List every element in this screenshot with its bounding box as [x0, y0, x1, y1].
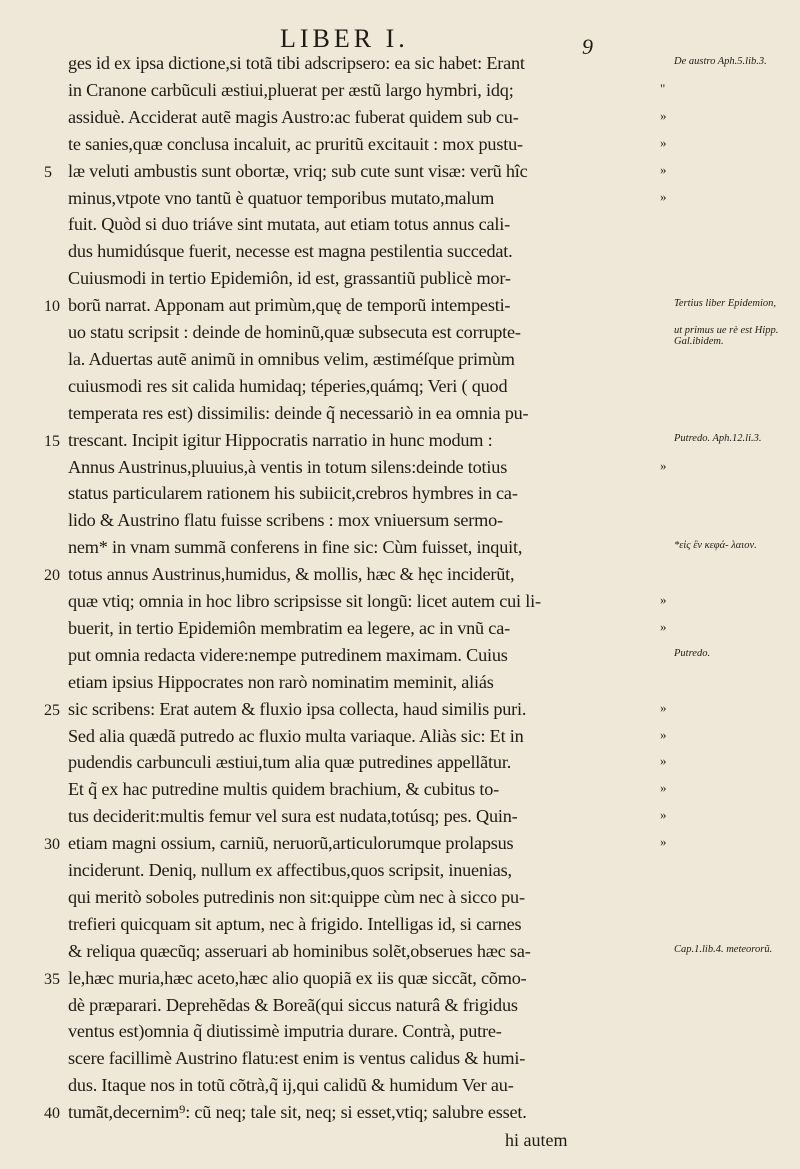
line-text: etiam magni ossium, carniũ, neruorũ,articulorumque prolapsus: [68, 833, 514, 854]
quotation-mark: »: [660, 134, 667, 150]
quotation-mark: »: [660, 107, 667, 123]
line-text: le,hæc muria,hæc aceto,hæc alio quopiã ex iis quæ siccãt, cõmo-: [68, 967, 527, 988]
quotation-mark: »: [660, 592, 667, 607]
line-text: totus annus Austrinus,humidus, & mollis, hæc & hęc inciderũt,: [68, 564, 515, 585]
text-line: [0, 725, 800, 747]
text-line: [0, 509, 800, 531]
line-text: uo statu scripsit : deinde de hominũ,quæ subsecuta est corrupte-: [68, 322, 521, 342]
line-text: etiam ipsius Hippocrates non rarò nominatim meminit, aliás: [68, 671, 494, 692]
line-text: la. Aduertas autẽ animũ in omnibus velim, æstiméſque primùm: [68, 348, 515, 369]
text-line: [0, 160, 800, 182]
quotation-mark: »: [660, 726, 667, 742]
line-text: dus. Itaque nos in totũ cõtrà,q̃ ij,qui calidũ & humidum Ver au-: [68, 1075, 514, 1096]
line-text: ventus est)omnia q̃ diutissimè imputria durare. Contrà, putre-: [68, 1021, 502, 1042]
quotation-mark: »: [660, 457, 667, 473]
quotation-mark: »: [660, 834, 667, 850]
text-line: [0, 267, 800, 289]
text-line: [0, 1047, 800, 1069]
marginal-note: Putredo.: [674, 647, 711, 659]
line-number: 35: [44, 970, 60, 988]
quotation-mark: »: [660, 618, 667, 634]
text-line: [0, 187, 800, 209]
line-text: assiduè. Acciderat autẽ magis Austro:ac fuberat quidem sub cu-: [68, 106, 519, 127]
text-line: [0, 402, 800, 424]
line-number: 25: [44, 701, 60, 719]
line-text: quæ vtiq; omnia in hoc libro scripsisse sit longũ: licet autem cui li-: [68, 591, 541, 611]
text-line: [0, 482, 800, 504]
line-text: & reliqua quæcũq; asseruari ab hominibus solẽt,obserues hæc sa-: [68, 940, 531, 961]
line-text: in Cranone carbũculi æstiui,pluerat per æstũ largo hymbri, idq;: [68, 79, 514, 100]
quotation-mark: ": [660, 80, 666, 96]
line-text: fuit. Quòd si duo triáve sint mutata, aut etiam totus annus cali-: [68, 214, 510, 235]
line-text: put omnia redacta videre:nempe putredinem maximam. Cuius: [68, 644, 508, 665]
line-text: tumãt,decernim⁹: cũ neq; tale sit, neq; si esset,vtiq; salubre esset.: [68, 1102, 527, 1123]
line-text: dè præparari. Deprehẽdas & Boreã(qui siccus naturâ & frigidus: [68, 994, 518, 1015]
line-text: nem* in vnam summã conferens in fine sic: Cùm fuisset, inquit,: [68, 537, 523, 558]
marginal-note: *εἰς ἓν κεφά- λαιον.: [674, 540, 757, 552]
marginal-note: Cap.1.lib.4. meteororũ.: [674, 943, 773, 955]
quotation-mark: »: [660, 161, 667, 177]
text-line: [0, 805, 800, 827]
quotation-mark: »: [660, 753, 667, 769]
line-text: Sed alia quædã putredo ac fluxio multa variaque. Aliàs sic: Et in: [68, 725, 524, 746]
text-line: [0, 698, 800, 720]
quotation-mark: »: [660, 807, 667, 823]
marginal-note: Tertius liber Epidemion,: [674, 298, 776, 310]
line-text: ges id ex ipsa dictione,si totã tibi adscripsero: ea sic habet: Erant: [68, 53, 525, 73]
line-text: læ veluti ambustis sunt obortæ, vriq; sub cute sunt visæ: verũ hîc: [68, 160, 528, 181]
folio-number: 9: [582, 34, 593, 59]
line-text: dus humidúsque fuerit, necesse est magna pestilentia succedat.: [68, 241, 513, 262]
line-text: qui meritò soboles putredinis non sit:quippe cùm nec à sicco pu-: [68, 886, 525, 907]
text-line: [0, 859, 800, 881]
line-text: scere facillimè Austrino flatu:est enim is ventus calidus & humi-: [68, 1048, 526, 1069]
quotation-mark: »: [660, 780, 667, 796]
marginal-note: ut primus ue rè est Hipp. Gal.ibidem.: [674, 325, 779, 347]
text-line: [0, 79, 800, 101]
text-line: [0, 751, 800, 773]
text-line: [0, 778, 800, 800]
text-line: [0, 1074, 800, 1096]
text-line: [0, 1020, 800, 1042]
text-line: [0, 563, 800, 585]
marginal-note: De austro Aph.5.lib.3.: [674, 56, 767, 67]
text-line: [0, 590, 800, 612]
line-text: lido & Austrino flatu fuisse scribens : mox vniuersum sermo-: [68, 510, 503, 531]
line-text: pudendis carbunculi æstiui,tum alia quæ putredines appellãtur.: [68, 752, 512, 773]
text-line: [0, 671, 800, 693]
line-text: cuiusmodi res sit calida humidaq; téperies,quámq; Veri ( quod: [68, 375, 508, 396]
text-line: [0, 1101, 800, 1123]
text-line: [0, 967, 800, 989]
text-line: [0, 106, 800, 128]
line-text: buerit, in tertio Epidemiôn membratim ea legere, ac in vnũ ca-: [68, 617, 510, 638]
line-text: minus,vtpote vno tantũ è quatuor temporibus mutato,malum: [68, 187, 495, 208]
line-number: 30: [44, 836, 60, 854]
line-number: 5: [44, 163, 52, 181]
text-line: [0, 240, 800, 262]
running-title: LIBER I.: [280, 24, 409, 53]
text-line: [0, 213, 800, 235]
line-text: sic scribens: Erat autem & fluxio ipsa collecta, haud similis puri.: [68, 698, 527, 719]
text-line: [0, 133, 800, 155]
marginal-note: Putredo. Aph.12.li.3.: [674, 432, 762, 444]
line-text: status particularem rationem his subiicit,crebros hymbres in ca-: [68, 483, 518, 504]
line-text: trescant. Incipit igitur Hippocratis narratio in hunc modum :: [68, 429, 493, 450]
text-line: [0, 832, 800, 854]
text-line: [0, 348, 800, 370]
text-line: [0, 456, 800, 478]
text-line: [0, 617, 800, 639]
line-text: Et q̃ ex hac putredine multis quidem brachium, & cubitus to-: [68, 779, 499, 800]
text-line: [0, 994, 800, 1016]
line-text: Annus Austrinus,pluuius,à ventis in totum silens:deinde totius: [68, 456, 508, 477]
line-text: borũ narrat. Apponam aut primùm,quę de temporũ intempesti-: [68, 295, 511, 316]
line-number: 40: [44, 1105, 60, 1123]
line-text: inciderunt. Deniq, nullum ex affectibus,quos scripsit, inuenias,: [68, 860, 512, 880]
line-number: 15: [44, 432, 60, 450]
line-number: 20: [44, 567, 60, 585]
text-line: [0, 375, 800, 397]
quotation-mark: »: [660, 699, 667, 715]
line-number: 10: [44, 298, 60, 316]
line-text: temperata res est) dissimilis: deinde q̃ necessariò in ea omnia pu-: [68, 402, 529, 423]
line-text: te sanies,quæ conclusa incaluit, ac pruritũ excitauit : mox pustu-: [68, 133, 523, 154]
line-text: trefieri quicquam sit aptum, nec à frigido. Intelligas id, si carnes: [68, 913, 522, 934]
line-text: tus deciderit:multis femur vel sura est nudata,totúsq; pes. Quin-: [68, 806, 518, 827]
text-line: [0, 913, 800, 935]
quotation-mark: »: [660, 188, 667, 204]
line-text: Cuiusmodi in tertio Epidemiôn, id est, grassantiũ publicè mor-: [68, 268, 511, 289]
text-line: [0, 886, 800, 908]
catchword: hi autem: [505, 1130, 568, 1150]
